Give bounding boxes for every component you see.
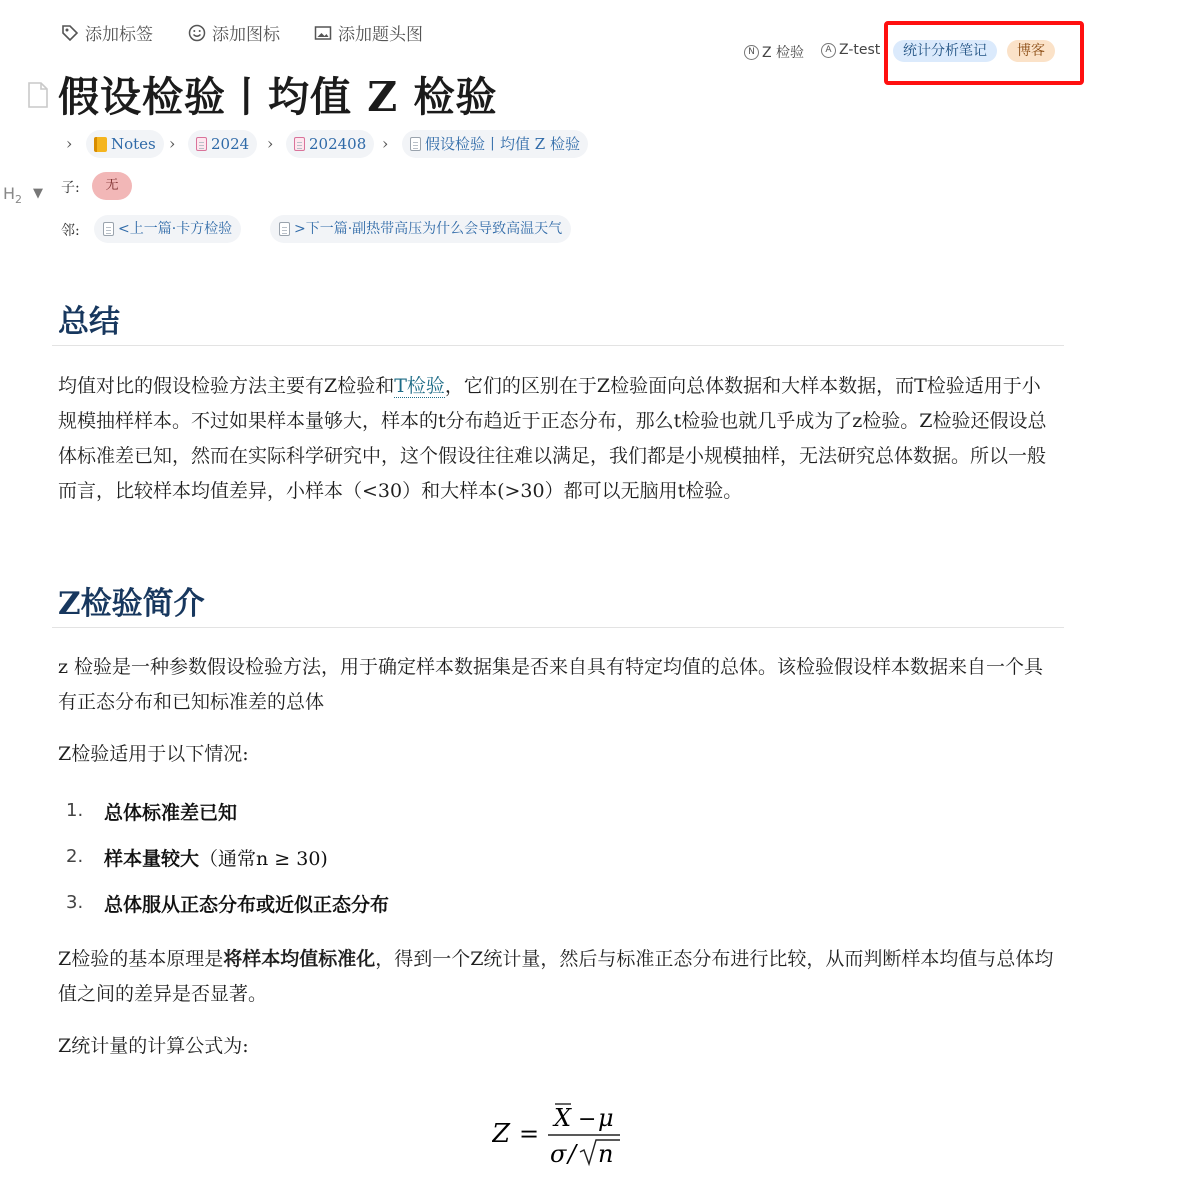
list-item-rest: （通常n ≥ 30) bbox=[199, 848, 328, 870]
document-icon bbox=[294, 137, 305, 151]
add-header-image-button[interactable] bbox=[314, 20, 423, 45]
alias-item[interactable] bbox=[821, 42, 880, 58]
document-icon bbox=[196, 137, 207, 151]
name-marker-icon: N bbox=[744, 45, 759, 60]
breadcrumb-item-2024[interactable] bbox=[188, 130, 257, 158]
heading-marker-level: 2 bbox=[15, 193, 23, 207]
smiley-icon bbox=[188, 24, 206, 42]
notebook-icon bbox=[94, 137, 107, 152]
document-icon bbox=[410, 137, 421, 151]
heading-divider bbox=[52, 627, 1064, 628]
image-icon bbox=[314, 24, 332, 42]
section-heading-z-test-intro: Z检验简介 bbox=[58, 586, 205, 622]
formula-mu: μ bbox=[598, 1104, 614, 1132]
tag-icon bbox=[61, 24, 79, 42]
chevron-right-icon: › bbox=[267, 134, 274, 153]
children-none-badge: 无 bbox=[92, 172, 132, 200]
formula-minus: − bbox=[578, 1107, 597, 1132]
document-icon bbox=[279, 222, 290, 236]
next-post-label: >下一篇·副热带高压为什么会导致高温天气 bbox=[294, 221, 563, 237]
heading-marker-letter: H bbox=[3, 184, 16, 203]
principle-paragraph bbox=[58, 942, 1058, 1012]
tag-chip[interactable]: 博客 bbox=[1007, 40, 1055, 62]
breadcrumb-item-current[interactable] bbox=[402, 130, 588, 158]
t-test-link[interactable]: T检验 bbox=[394, 375, 445, 397]
z-statistic-formula bbox=[492, 1096, 632, 1176]
chevron-right-icon: › bbox=[66, 134, 73, 153]
breadcrumb-item-notes[interactable] bbox=[86, 130, 164, 158]
breadcrumb-label: 202408 bbox=[309, 135, 367, 153]
formula-xbar: X bbox=[554, 1104, 572, 1132]
list-item-number: 1. bbox=[66, 800, 84, 821]
formula-slash: / bbox=[568, 1140, 577, 1168]
formula-n: n bbox=[598, 1140, 614, 1168]
tag-chip[interactable]: 统计分析笔记 bbox=[893, 40, 997, 62]
heading-level-marker[interactable] bbox=[3, 184, 22, 206]
list-item bbox=[104, 798, 237, 825]
document-icon bbox=[103, 222, 114, 236]
highlight-box bbox=[884, 21, 1084, 85]
add-tag-label: 添加标签 bbox=[85, 25, 153, 45]
list-item bbox=[104, 890, 389, 917]
list-item-number: 3. bbox=[66, 892, 84, 913]
breadcrumb-label: Notes bbox=[111, 135, 156, 153]
page-title[interactable]: 假设检验丨均值 Z 检验 bbox=[58, 73, 498, 121]
paragraph-text: ，得到一个Z统计量，然后与标准正态分布进行比较，从而判断样本均值与总体均值之间的差异是否显著。 bbox=[58, 948, 1054, 1005]
breadcrumb-label: 假设检验丨均值 Z 检验 bbox=[425, 135, 580, 153]
add-tag-button[interactable] bbox=[61, 20, 153, 45]
alias-label: Z 检验 bbox=[762, 45, 805, 61]
add-header-image-label: 添加题头图 bbox=[338, 25, 423, 45]
list-item-bold: 样本量较大 bbox=[104, 848, 200, 870]
breadcrumb-label: 2024 bbox=[211, 135, 250, 153]
list-item-number: 2. bbox=[66, 846, 84, 867]
alias-marker-icon: A bbox=[821, 43, 836, 58]
list-item-bold: 总体服从正态分布或近似正态分布 bbox=[104, 894, 390, 916]
summary-paragraph bbox=[58, 369, 1058, 509]
paragraph-text: Z检验的基本原理是 bbox=[58, 948, 224, 970]
heading-divider bbox=[52, 345, 1064, 346]
chevron-right-icon: › bbox=[169, 134, 176, 153]
add-icon-label: 添加图标 bbox=[212, 25, 280, 45]
intro-paragraph: z 检验是一种参数假设检验方法，用于确定样本数据集是否来自具有特定均值的总体。该检验假设样本数据来自一个具有正态分布和已知标准差的总体 bbox=[58, 656, 1044, 713]
formula-sigma: σ bbox=[550, 1140, 567, 1168]
list-item bbox=[104, 844, 328, 871]
paragraph-text: 均值对比的假设检验方法主要有Z检验和 bbox=[58, 375, 395, 397]
previous-post-link[interactable] bbox=[94, 215, 241, 243]
collapse-triangle-icon[interactable]: ▼ bbox=[33, 186, 43, 201]
chevron-right-icon: › bbox=[382, 134, 389, 153]
breadcrumb-item-202408[interactable] bbox=[286, 130, 374, 158]
neighbors-label: 邻: bbox=[61, 223, 80, 239]
previous-post-label: <上一篇·卡方检验 bbox=[118, 221, 233, 237]
paragraph-text: ，它们的区别在于Z检验面向总体数据和大样本数据，而T检验适用于小规模抽样样本。不过如果样本量够大，样本的t分布趋近于正态分布，那么t检验也就几乎成为了z检验。Z检验还假设总体标准差已知，然而在实际科学研究中，这个假设往往难以满足，我们都是小规模抽样，无法研究总体数据。所以一般而言，比较样本均值差异，小样本（<30）和大样本(>30）都可以无脑用t检验。 bbox=[58, 375, 1047, 502]
list-item-bold: 总体标准差已知 bbox=[104, 802, 238, 824]
formula-intro-paragraph: Z统计量的计算公式为: bbox=[58, 1035, 249, 1057]
alias-item[interactable] bbox=[744, 42, 804, 62]
children-label: 子: bbox=[61, 180, 80, 196]
alias-label: Z-test bbox=[839, 42, 881, 58]
paragraph-bold-text: 将样本均值标准化 bbox=[223, 948, 376, 970]
applicability-paragraph: Z检验适用于以下情况: bbox=[58, 743, 249, 765]
document-icon bbox=[27, 82, 49, 112]
next-post-link[interactable] bbox=[270, 215, 571, 243]
section-heading-summary: 总结 bbox=[58, 304, 120, 340]
formula-lhs: Z bbox=[492, 1119, 511, 1149]
formula-equals: = bbox=[519, 1120, 540, 1148]
add-icon-button[interactable] bbox=[188, 20, 280, 45]
